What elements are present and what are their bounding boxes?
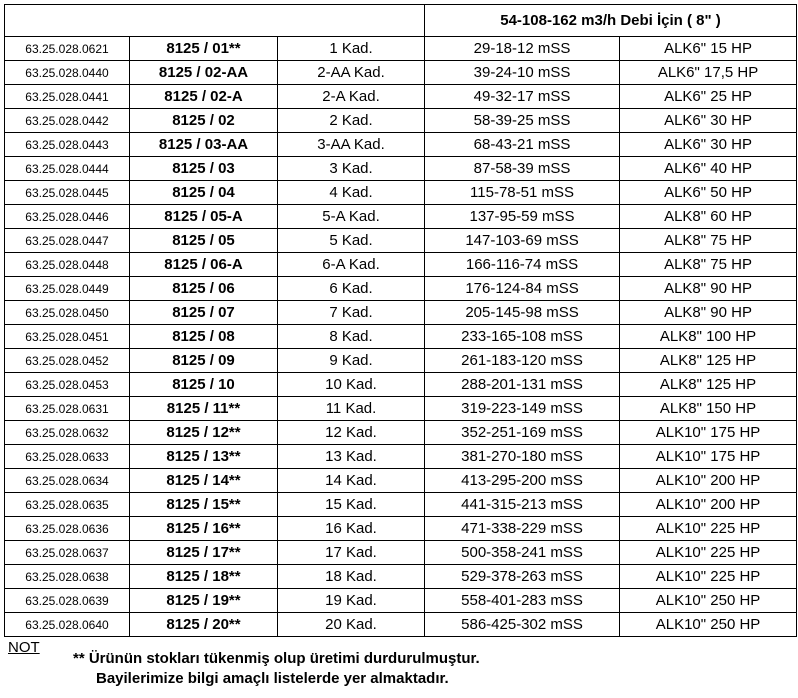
table-row bbox=[5, 181, 797, 205]
motor-cell: ALK6" 50 HP bbox=[620, 181, 797, 205]
model-cell: 8125 / 14** bbox=[130, 469, 278, 493]
pump-spec-table bbox=[4, 4, 797, 637]
table-row bbox=[5, 61, 797, 85]
model-cell: 8125 / 05 bbox=[130, 229, 278, 253]
model-cell: 8125 / 08 bbox=[130, 325, 278, 349]
pressure-cell: 233-165-108 mSS bbox=[425, 325, 620, 349]
model-cell: 8125 / 02 bbox=[130, 109, 278, 133]
stage-cell: 6-A Kad. bbox=[278, 253, 425, 277]
pressure-cell: 87-58-39 mSS bbox=[425, 157, 620, 181]
part-code-cell: 63.25.028.0448 bbox=[5, 253, 130, 277]
table-row bbox=[5, 541, 797, 565]
motor-cell: ALK10" 250 HP bbox=[620, 589, 797, 613]
pressure-cell: 205-145-98 mSS bbox=[425, 301, 620, 325]
part-code-cell: 63.25.028.0638 bbox=[5, 565, 130, 589]
pressure-cell: 288-201-131 mSS bbox=[425, 373, 620, 397]
pressure-cell: 147-103-69 mSS bbox=[425, 229, 620, 253]
part-code-cell: 63.25.028.0632 bbox=[5, 421, 130, 445]
stage-cell: 1 Kad. bbox=[278, 37, 425, 61]
model-cell: 8125 / 13** bbox=[130, 445, 278, 469]
pressure-cell: 352-251-169 mSS bbox=[425, 421, 620, 445]
part-code-cell: 63.25.028.0453 bbox=[5, 373, 130, 397]
stage-cell: 7 Kad. bbox=[278, 301, 425, 325]
table-row bbox=[5, 37, 797, 61]
part-code-cell: 63.25.028.0440 bbox=[5, 61, 130, 85]
table-row bbox=[5, 565, 797, 589]
pressure-cell: 261-183-120 mSS bbox=[425, 349, 620, 373]
model-cell: 8125 / 02-A bbox=[130, 85, 278, 109]
motor-cell: ALK10" 225 HP bbox=[620, 565, 797, 589]
table-row bbox=[5, 277, 797, 301]
table-row bbox=[5, 613, 797, 637]
stage-cell: 11 Kad. bbox=[278, 397, 425, 421]
note-line-2: Bayilerimize bilgi amaçlı listelerde yer almaktadır. bbox=[96, 670, 449, 687]
pressure-cell: 29-18-12 mSS bbox=[425, 37, 620, 61]
motor-cell: ALK6" 30 HP bbox=[620, 133, 797, 157]
motor-cell: ALK8" 100 HP bbox=[620, 325, 797, 349]
pressure-cell: 166-116-74 mSS bbox=[425, 253, 620, 277]
motor-cell: ALK8" 150 HP bbox=[620, 397, 797, 421]
table-row bbox=[5, 253, 797, 277]
part-code-cell: 63.25.028.0442 bbox=[5, 109, 130, 133]
table-row bbox=[5, 301, 797, 325]
table-header-row bbox=[5, 5, 797, 37]
stage-cell: 2 Kad. bbox=[278, 109, 425, 133]
flow-rate-title: 54-108-162 m3/h Debi İçin ( 8" ) bbox=[425, 5, 797, 37]
motor-cell: ALK8" 90 HP bbox=[620, 301, 797, 325]
pressure-cell: 49-32-17 mSS bbox=[425, 85, 620, 109]
part-code-cell: 63.25.028.0637 bbox=[5, 541, 130, 565]
stage-cell: 13 Kad. bbox=[278, 445, 425, 469]
model-cell: 8125 / 20** bbox=[130, 613, 278, 637]
stage-cell: 12 Kad. bbox=[278, 421, 425, 445]
table-row bbox=[5, 445, 797, 469]
part-code-cell: 63.25.028.0631 bbox=[5, 397, 130, 421]
stage-cell: 5 Kad. bbox=[278, 229, 425, 253]
motor-cell: ALK10" 175 HP bbox=[620, 421, 797, 445]
motor-cell: ALK8" 75 HP bbox=[620, 253, 797, 277]
table-row bbox=[5, 517, 797, 541]
part-code-cell: 63.25.028.0446 bbox=[5, 205, 130, 229]
model-cell: 8125 / 18** bbox=[130, 565, 278, 589]
pressure-cell: 137-95-59 mSS bbox=[425, 205, 620, 229]
part-code-cell: 63.25.028.0636 bbox=[5, 517, 130, 541]
stage-cell: 14 Kad. bbox=[278, 469, 425, 493]
motor-cell: ALK8" 125 HP bbox=[620, 349, 797, 373]
motor-cell: ALK6" 25 HP bbox=[620, 85, 797, 109]
stage-cell: 15 Kad. bbox=[278, 493, 425, 517]
pressure-cell: 176-124-84 mSS bbox=[425, 277, 620, 301]
table-row bbox=[5, 325, 797, 349]
motor-cell: ALK10" 200 HP bbox=[620, 493, 797, 517]
pressure-cell: 529-378-263 mSS bbox=[425, 565, 620, 589]
note-line-1: ** Ürünün stokları tükenmiş olup üretimi durdurulmuştur. bbox=[73, 650, 480, 667]
part-code-cell: 63.25.028.0452 bbox=[5, 349, 130, 373]
pressure-cell: 319-223-149 mSS bbox=[425, 397, 620, 421]
motor-cell: ALK6" 17,5 HP bbox=[620, 61, 797, 85]
pressure-cell: 68-43-21 mSS bbox=[425, 133, 620, 157]
motor-cell: ALK10" 225 HP bbox=[620, 541, 797, 565]
model-cell: 8125 / 11** bbox=[130, 397, 278, 421]
pressure-cell: 500-358-241 mSS bbox=[425, 541, 620, 565]
part-code-cell: 63.25.028.0451 bbox=[5, 325, 130, 349]
stage-cell: 16 Kad. bbox=[278, 517, 425, 541]
stage-cell: 3-AA Kad. bbox=[278, 133, 425, 157]
stage-cell: 6 Kad. bbox=[278, 277, 425, 301]
model-cell: 8125 / 06 bbox=[130, 277, 278, 301]
table-body bbox=[5, 5, 797, 637]
pressure-cell: 58-39-25 mSS bbox=[425, 109, 620, 133]
part-code-cell: 63.25.028.0640 bbox=[5, 613, 130, 637]
pressure-cell: 586-425-302 mSS bbox=[425, 613, 620, 637]
part-code-cell: 63.25.028.0621 bbox=[5, 37, 130, 61]
motor-cell: ALK6" 30 HP bbox=[620, 109, 797, 133]
table-row bbox=[5, 469, 797, 493]
model-cell: 8125 / 02-AA bbox=[130, 61, 278, 85]
motor-cell: ALK6" 15 HP bbox=[620, 37, 797, 61]
stage-cell: 4 Kad. bbox=[278, 181, 425, 205]
pressure-cell: 441-315-213 mSS bbox=[425, 493, 620, 517]
pressure-cell: 115-78-51 mSS bbox=[425, 181, 620, 205]
header-empty-cell bbox=[5, 5, 425, 37]
motor-cell: ALK8" 90 HP bbox=[620, 277, 797, 301]
motor-cell: ALK10" 225 HP bbox=[620, 517, 797, 541]
pressure-cell: 381-270-180 mSS bbox=[425, 445, 620, 469]
model-cell: 8125 / 03 bbox=[130, 157, 278, 181]
model-cell: 8125 / 09 bbox=[130, 349, 278, 373]
model-cell: 8125 / 03-AA bbox=[130, 133, 278, 157]
part-code-cell: 63.25.028.0634 bbox=[5, 469, 130, 493]
pressure-cell: 39-24-10 mSS bbox=[425, 61, 620, 85]
model-cell: 8125 / 16** bbox=[130, 517, 278, 541]
stage-cell: 2-A Kad. bbox=[278, 85, 425, 109]
pressure-cell: 558-401-283 mSS bbox=[425, 589, 620, 613]
stage-cell: 17 Kad. bbox=[278, 541, 425, 565]
model-cell: 8125 / 10 bbox=[130, 373, 278, 397]
pressure-cell: 471-338-229 mSS bbox=[425, 517, 620, 541]
motor-cell: ALK8" 125 HP bbox=[620, 373, 797, 397]
model-cell: 8125 / 15** bbox=[130, 493, 278, 517]
stage-cell: 8 Kad. bbox=[278, 325, 425, 349]
table-row bbox=[5, 589, 797, 613]
motor-cell: ALK8" 60 HP bbox=[620, 205, 797, 229]
part-code-cell: 63.25.028.0444 bbox=[5, 157, 130, 181]
stage-cell: 10 Kad. bbox=[278, 373, 425, 397]
model-cell: 8125 / 17** bbox=[130, 541, 278, 565]
model-cell: 8125 / 04 bbox=[130, 181, 278, 205]
table-row bbox=[5, 349, 797, 373]
part-code-cell: 63.25.028.0447 bbox=[5, 229, 130, 253]
model-cell: 8125 / 12** bbox=[130, 421, 278, 445]
stage-cell: 5-A Kad. bbox=[278, 205, 425, 229]
table-row bbox=[5, 133, 797, 157]
part-code-cell: 63.25.028.0450 bbox=[5, 301, 130, 325]
part-code-cell: 63.25.028.0635 bbox=[5, 493, 130, 517]
table-row bbox=[5, 229, 797, 253]
table-row bbox=[5, 157, 797, 181]
motor-cell: ALK8" 75 HP bbox=[620, 229, 797, 253]
stage-cell: 2-AA Kad. bbox=[278, 61, 425, 85]
motor-cell: ALK6" 40 HP bbox=[620, 157, 797, 181]
part-code-cell: 63.25.028.0443 bbox=[5, 133, 130, 157]
table-row bbox=[5, 373, 797, 397]
table-row bbox=[5, 397, 797, 421]
table-row bbox=[5, 421, 797, 445]
stage-cell: 19 Kad. bbox=[278, 589, 425, 613]
part-code-cell: 63.25.028.0445 bbox=[5, 181, 130, 205]
part-code-cell: 63.25.028.0441 bbox=[5, 85, 130, 109]
stage-cell: 20 Kad. bbox=[278, 613, 425, 637]
table-row bbox=[5, 85, 797, 109]
model-cell: 8125 / 05-A bbox=[130, 205, 278, 229]
pressure-cell: 413-295-200 mSS bbox=[425, 469, 620, 493]
model-cell: 8125 / 07 bbox=[130, 301, 278, 325]
motor-cell: ALK10" 250 HP bbox=[620, 613, 797, 637]
model-cell: 8125 / 01** bbox=[130, 37, 278, 61]
table-row bbox=[5, 205, 797, 229]
model-cell: 8125 / 19** bbox=[130, 589, 278, 613]
table-row bbox=[5, 109, 797, 133]
model-cell: 8125 / 06-A bbox=[130, 253, 278, 277]
stage-cell: 18 Kad. bbox=[278, 565, 425, 589]
part-code-cell: 63.25.028.0633 bbox=[5, 445, 130, 469]
table-row bbox=[5, 493, 797, 517]
note-label: NOT bbox=[8, 639, 40, 656]
part-code-cell: 63.25.028.0639 bbox=[5, 589, 130, 613]
part-code-cell: 63.25.028.0449 bbox=[5, 277, 130, 301]
motor-cell: ALK10" 200 HP bbox=[620, 469, 797, 493]
stage-cell: 9 Kad. bbox=[278, 349, 425, 373]
motor-cell: ALK10" 175 HP bbox=[620, 445, 797, 469]
stage-cell: 3 Kad. bbox=[278, 157, 425, 181]
